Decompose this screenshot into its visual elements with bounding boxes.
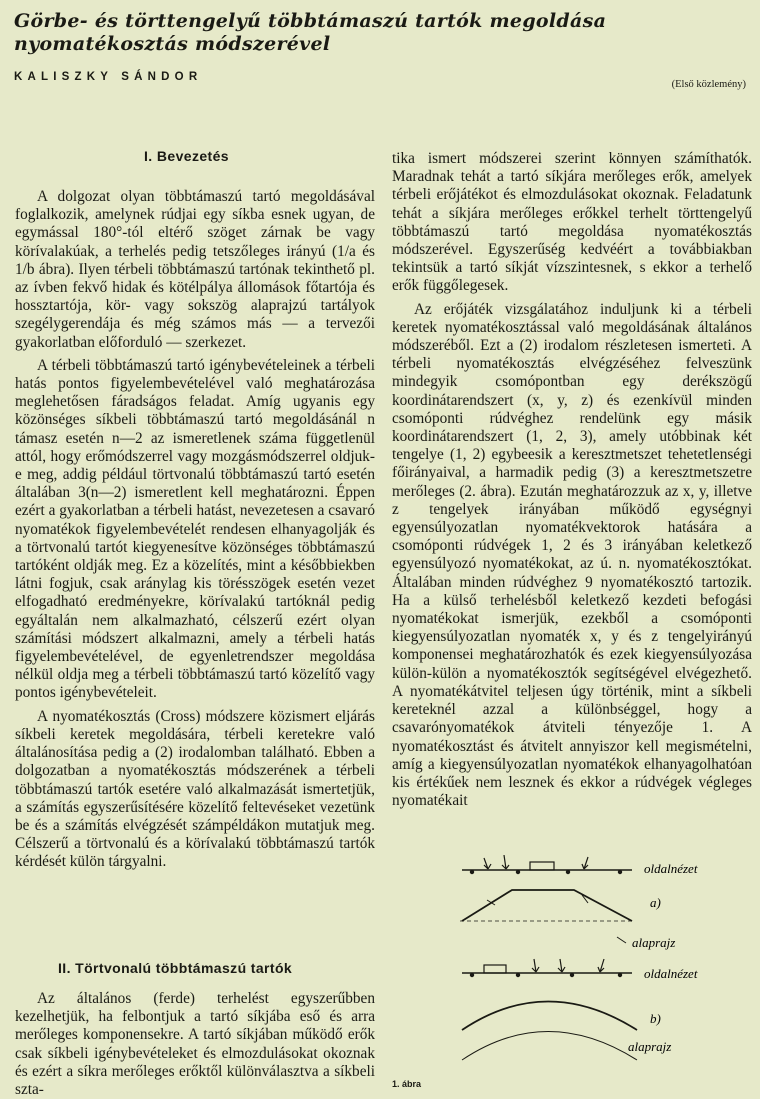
label-part-a: a) [650, 895, 661, 910]
label-side-view-b: oldalnézet [644, 966, 698, 981]
body-paragraph: A dolgozat olyan többtámaszú tartó megoldásával foglalkozik, amelynek rúdjai egy síkba esnek ugyan, de egymással 180°-tól eltérő szöget zárnak be vagy körívalakúak, a terhelés pedig tetszőleges irányú (1/a és 1/b ábra). Ilyen térbeli többtámaszú tartónak tekinthető pl. az ívben fekvő hidak és kötélpálya állomások főtartója és hossztartója, kör- vagy sokszög alaprajzú tartályok szegélygerendája és még számos más — a tervezői gyakorlatban előforduló — szerkezet. [15, 188, 375, 351]
side-view-a [462, 855, 632, 874]
side-view-b [462, 959, 632, 977]
series-note: (Első közlemény) [671, 79, 746, 90]
figure-caption: 1. ábra [392, 1079, 422, 1089]
right-column [392, 150, 752, 810]
left-column-continued [15, 990, 375, 1099]
body-paragraph: A nyomatékosztás (Cross) módszere közismert eljárás síkbeli keretek megoldására, térbeli keretekre való általánosítása pedig a (2) irodalomban található. Ebben a dolgozatban a nyomatékosztás módszerének a térbeli többtámaszú tartók esetére való alkalmazását ismertetjük, a számítás egyszerűsítésére közelítő feltevéseket vezetünk be és a számítás elvégzését számpéldákon mutatjuk meg. Célszerű a törtvonalú és a körívalakú többtámaszú tartók kérdését külön tárgyalni. [15, 707, 375, 871]
section-heading-polygonal: II. Törtvonalú többtámaszú tartók [58, 960, 293, 976]
article-title: Görbe- és törttengelyű többtámaszú tartók megoldása nyomatékosztás módszerével [14, 10, 607, 55]
left-column [15, 188, 375, 872]
body-paragraph: Az erőjáték vizsgálatához induljunk ki a térbeli keretek nyomatékosztással való megoldásának általános módszeréből. Ezt a (2) irodalom részletesen ismerteti. A térbeli nyomatékosztás elvégzéséhez felveszünk mindegyik csomópontban egy derékszögű koordinátarendszert (x, y, z) és ezenkívül minden csomóponti rúdvéghez rendelünk egy másik koordinátarendszert (1, 2, 3), amely utóbbinak két tengelye (1, 2) egybeesik a keresztmetszet tehetetlenségi főirányaival, a harmadik pedig (3) a keresztmetszetre merőleges (2. ábra). Ezután meghatározzuk az x, y, illetve z tengelyek irányában működő egységnyi egyensúlyozatlan nyomatékvektorok hatására a csomóponti rúdvégek 1, 2 és 3 irányában keletkező egyensúlyozó nyomatékokat, az ú. n. nyomatékosztókat. Általában minden rúdvéghez 9 nyomatékosztó tartozik. Ha a külső terhelésből keletkező kezdeti befogási nyomatékokat ismerjük, ezekből a csomóponti kiegyensúlyozatlan nyomaték x, y és z tengelyirányú komponensei meghatározhatók és ezek kiegyensúlyozása külön-külön a nyomatékosztók segítségével elvégezhető. A nyomatékátvitel teljesen úgy történik, mint a síkbeli kereteknél azzal a különbséggel, hogy a csavarónyomatékok átviteli tényezője 1. A nyomatékosztást és átvitelt annyiszor kell megismételni, amíg a kiegyensúlyozatlan nyomatékok elhanyagolhatóan kis értékűek nem lesznek és ekkor a rúdvégek végleges nyomatékait [392, 300, 752, 810]
body-paragraph: A térbeli többtámaszú tartó igénybevételeinek a térbeli hatás pontos figyelembevételével való meghatározása meglehetősen fáradságos feladat. Amíg ugyanis egy közönséges síkbeli többtámaszú tartó megoldásánál n támasz esetén n—2 az ismeretlenek száma függetlenül attól, hogy erőmódszerrel vagy mozgásmódszerrel oldjuk-e meg, addig például törtvonalú többtámaszú tartó esetén általában 3(n—2) ismeretlent kell meghatározni. Éppen ezért a gyakorlatban a térbeli hatást, nevezetesen a csavaró nyomatékok figyelembevételét rendesen elhanyagolják és a törtvonalú tartót kiegyenesítve közönséges többtámaszú tartóként oldják meg. Ez a közelítés, mint a későbbiekben látni fogjuk, csak aránylag kis törésszögek esetén vezet elfogadható eredményekre, körívalakú tartóknál pedig egyáltalán nem alkalmazható, célszerű ezért olyan számítási módszert alkalmazni, amely a térbeli hatás figyelembevételével, de egyenletrendszer megoldása nélkül oldja meg a térbeli többtámaszú tartó közelítő vagy pontos igénybevételeit. [15, 356, 375, 702]
figure-1 [392, 855, 752, 1087]
author-name: KALISZKY SÁNDOR [14, 71, 203, 83]
label-plan-a: alaprajz [632, 935, 676, 950]
section-heading-intro: I. Bevezetés [144, 148, 229, 164]
label-part-b: b) [650, 1011, 661, 1026]
body-paragraph: Az általános (ferde) terhelést egyszerűbben kezelhetjük, ha felbontjuk a tartó síkjába eső és arra merőleges komponensekre. A tartó síkjában működő erők csak síkbeli igénybevételeket és elmozdulásokat okoznak és ezért a síkra merőleges erőktől különválasztva a síkbeli szta- [15, 990, 375, 1099]
body-paragraph: tika ismert módszerei szerint könnyen számíthatók. Maradnak tehát a tartó síkjára merőleges erők, amelyek térbeli erőjátékot és elmozdulásokat okoznak. Feladatunk tehát a síkjára merőleges erőkkel terhelt törttengelyű többtámaszú tartó megoldása nyomatékosztás módszerével. Egyszerűség kedvéért a továbbiakban tekintsük a tartó síkját vízszintesnek, s ekkor a terhelő erők függőlegesek. [392, 150, 752, 295]
label-side-view-a: oldalnézet [644, 861, 698, 876]
plan-arc [462, 1002, 637, 1031]
plan-arc-inner [462, 1032, 637, 1061]
plan-polyline [462, 890, 632, 921]
label-plan-b: alaprajz [628, 1039, 672, 1054]
